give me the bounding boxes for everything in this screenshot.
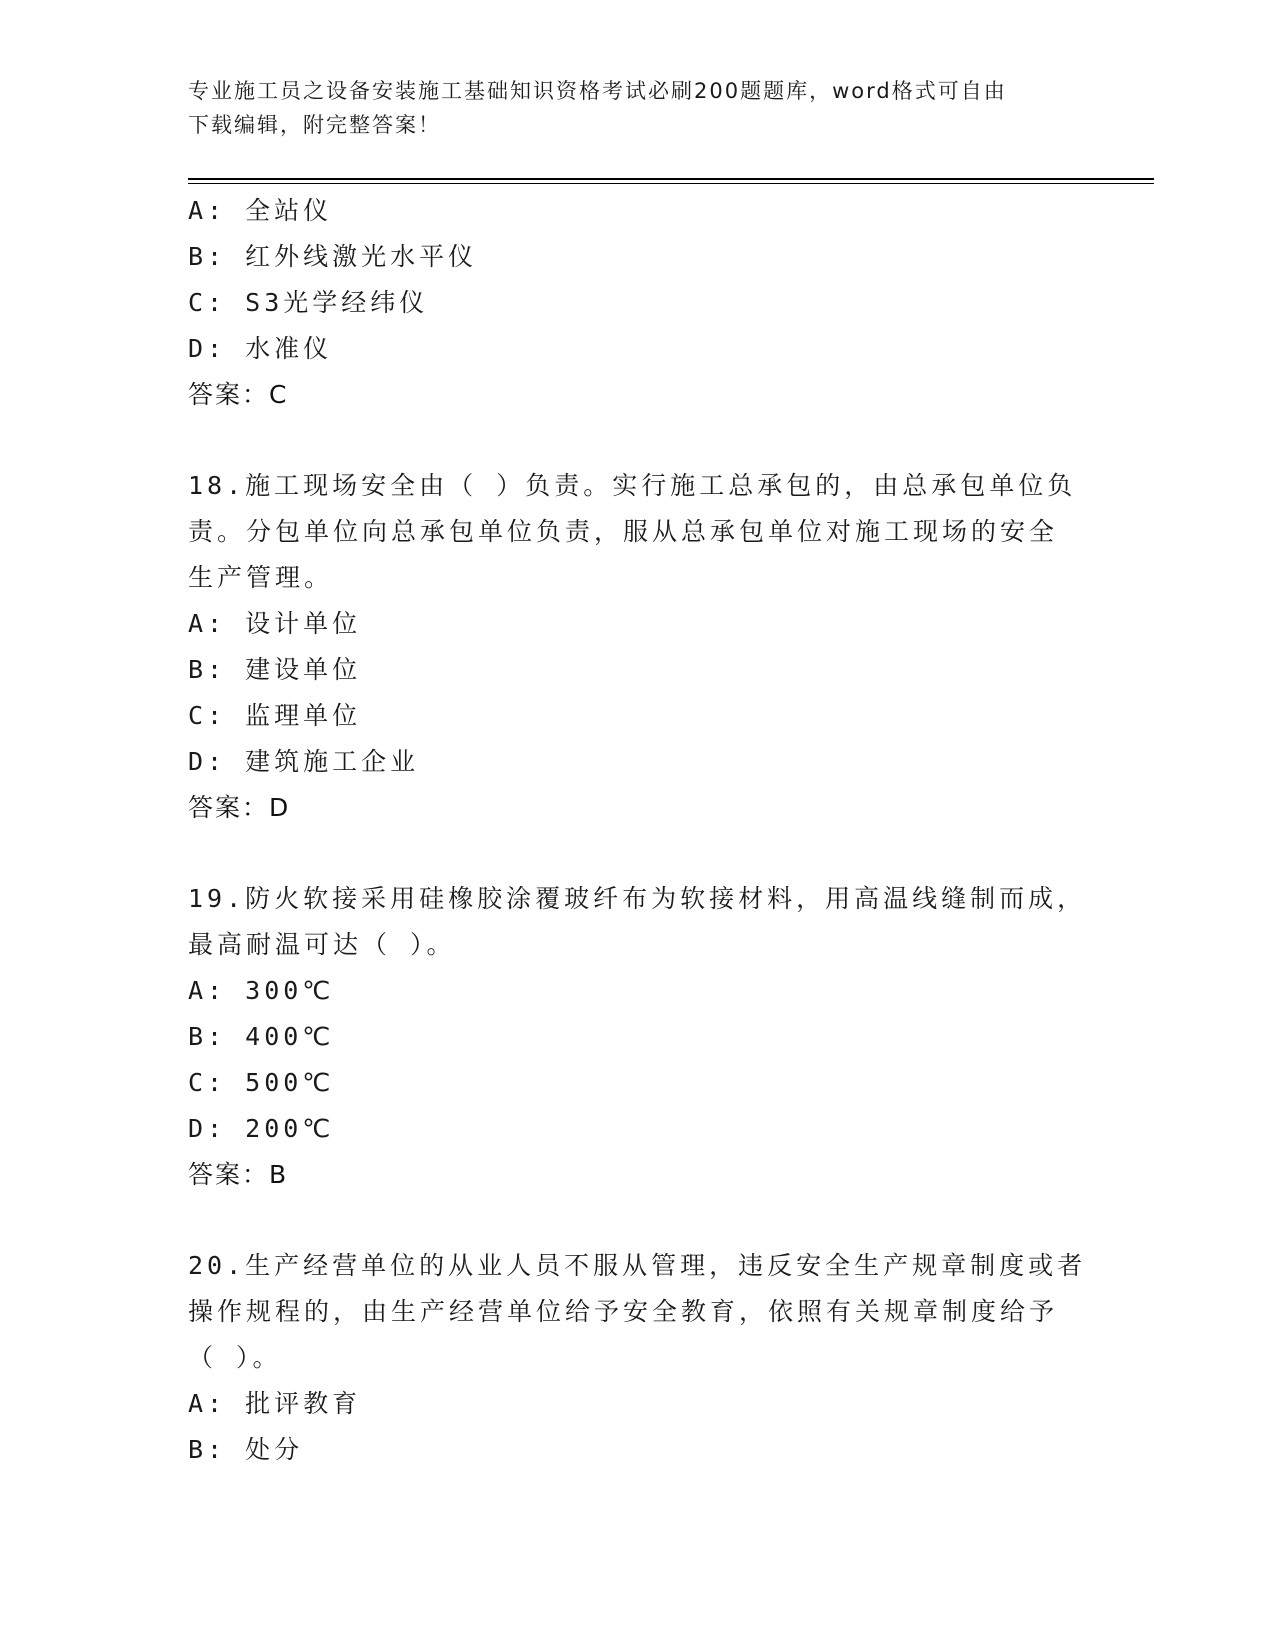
answer-line: 答案：B xyxy=(188,1160,289,1189)
question-17 xyxy=(188,188,1088,418)
question-18 xyxy=(188,463,1088,831)
option-c: C: 500℃ xyxy=(188,1068,335,1097)
question-content xyxy=(188,188,1088,1473)
question-stem-line: 19.防火软接采用硅橡胶涂覆玻纤布为软接材料，用高温线缝制而成， xyxy=(188,884,1087,913)
option-b: B: 红外线激光水平仪 xyxy=(188,242,478,271)
question-stem-line: （ ）。 xyxy=(188,1343,282,1372)
question-stem-line: 生产管理。 xyxy=(188,563,334,592)
spacer xyxy=(188,418,1088,463)
option-d: D: 水准仪 xyxy=(188,334,333,363)
header-line-2: 下载编辑，附完整答案！ xyxy=(188,113,441,137)
question-stem-line: 20.生产经营单位的从业人员不服从管理，违反安全生产规章制度或者 xyxy=(188,1251,1087,1280)
option-a: A: 300℃ xyxy=(188,976,335,1005)
option-b: B: 400℃ xyxy=(188,1022,335,1051)
question-19 xyxy=(188,876,1088,1198)
option-a: A: 全站仪 xyxy=(188,196,333,225)
question-stem-line: 操作规程的，由生产经营单位给予安全教育，依照有关规章制度给予 xyxy=(188,1297,1059,1326)
question-20 xyxy=(188,1243,1088,1473)
option-c: C: 监理单位 xyxy=(188,701,362,730)
header-rule-thick xyxy=(188,178,1154,180)
answer-line: 答案：D xyxy=(188,793,291,822)
option-d: D: 建筑施工企业 xyxy=(188,747,420,776)
option-d: D: 200℃ xyxy=(188,1114,335,1143)
option-c: C: S3光学经纬仪 xyxy=(188,288,429,317)
document-header xyxy=(188,74,1068,142)
answer-line: 答案：C xyxy=(188,380,289,409)
question-stem-line: 18.施工现场安全由（ ）负责。实行施工总承包的，由总承包单位负 xyxy=(188,471,1077,500)
option-b: B: 处分 xyxy=(188,1435,304,1464)
spacer xyxy=(188,831,1088,876)
spacer xyxy=(188,1198,1088,1243)
header-line-1: 专业施工员之设备安装施工基础知识资格考试必刷200题题库，word格式可自由 xyxy=(188,79,1007,103)
question-stem-line: 最高耐温可达（ ）。 xyxy=(188,930,456,959)
header-rule-thin xyxy=(188,183,1154,184)
question-stem-line: 责。分包单位向总承包单位负责，服从总承包单位对施工现场的安全 xyxy=(188,517,1059,546)
option-a: A: 设计单位 xyxy=(188,609,362,638)
option-b: B: 建设单位 xyxy=(188,655,362,684)
option-a: A: 批评教育 xyxy=(188,1389,362,1418)
